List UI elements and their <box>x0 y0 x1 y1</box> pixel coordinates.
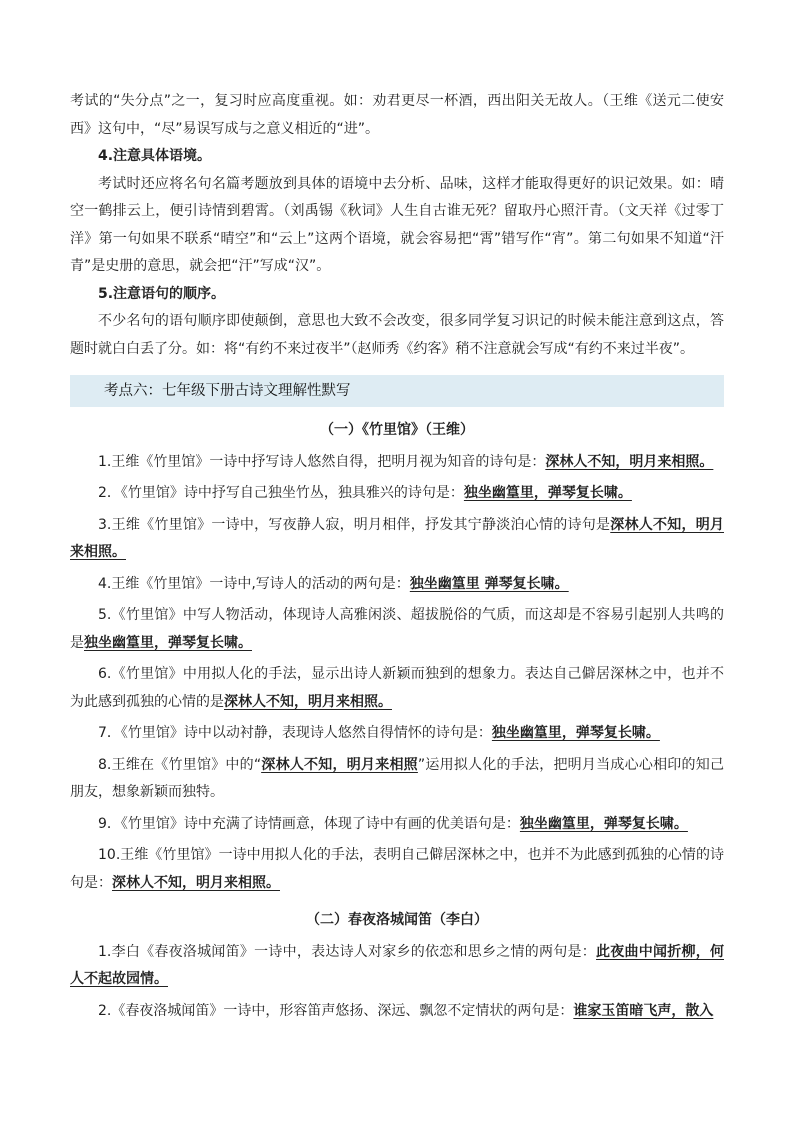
question-tail: ”运用拟人化的手法，把明月当成心心相印的知己朋友，想象新颖而独特。 <box>70 756 724 800</box>
paragraph: 考试时还应将名句名篇考题放到具体的语境中去分析、品味，这样才能取得更好的识记效果。如：晴空一鹤排云上，便引诗情到碧霄。（刘禹锡《秋词》人生自古谁无死？留取丹心照汗青。（文天祥《过零丁洋》第一句如果不联系“晴空”和“云上”这两个语境，就会容易把“霄”错写作“宵”。第二句如果不知道“汗青”是史册的意思，就会把“汗”写成“汉”。 <box>70 175 724 274</box>
poem-title: （二）春夜洛城闻笛（李白） <box>306 912 488 928</box>
question-item <box>70 998 724 1026</box>
answer-text: 独坐幽篁里，弹琴复长啸。 <box>519 815 688 832</box>
question-item <box>70 842 724 897</box>
section-heading: 4.注意具体语境。 <box>98 148 212 164</box>
answer-text: 独坐幽篁里，弹琴复长啸。 <box>463 485 632 501</box>
poem-title: （一）《竹里馆》（王维） <box>320 422 474 438</box>
question-text: 10.王维《竹里馆》一诗中用拟人化的手法，表明自己僻居深林之中，也并不为此感到孤独的心情的诗句是： <box>70 847 724 891</box>
question-item <box>70 720 724 748</box>
answer-text: 深林人不知，明月来相照 <box>261 756 418 773</box>
question-text: 2.《春夜洛城闻笛》一诗中，形容笛声悠扬、深远、飘忽不定情状的两句是： <box>98 1002 574 1019</box>
question-item <box>70 939 724 994</box>
answer-text: 独坐幽篁里，弹琴复长啸。 <box>84 634 252 651</box>
answer-text: 此夜曲中闻折柳，何人不起故园情。 <box>70 943 725 987</box>
answer-text: 深林人不知，明月来相照。 <box>70 516 724 560</box>
question-text: 5.《竹里馆》中写人物活动，体现诗人高雅闲淡、超拔脱俗的气质，而这却是不容易引起别人共鸣的是 <box>70 607 724 651</box>
question-list <box>70 449 724 898</box>
answer-text: 谁家玉笛暗飞声，散入 <box>573 1002 714 1019</box>
answer-text: 独坐幽篁里 弹琴复长啸。 <box>409 575 569 592</box>
answer-text: 深林人不知，明月来相照。 <box>545 453 714 470</box>
question-item <box>70 480 724 508</box>
question-text: 9．《竹里馆》诗中充满了诗情画意，体现了诗中有画的优美语句是： <box>98 815 520 832</box>
question-item <box>70 811 724 839</box>
question-text: 6.《竹里馆》中用拟人化的手法，显示出诗人新颖而独到的想象力。表达自己僻居深林之中，也并不为此感到孤独的心情的是 <box>70 666 724 710</box>
question-text: 1.李白《春夜洛城闻笛》一诗中，表达诗人对家乡的依恋和思乡之情的两句是： <box>98 943 597 960</box>
section-heading: 5.注意语句的顺序。 <box>98 285 226 302</box>
question-text: 2．《竹里馆》诗中抒写自己独坐竹丛，独具雅兴的诗句是： <box>98 485 464 501</box>
question-text: 7．《竹里馆》诗中以动衬静，表现诗人悠然自得情怀的诗句是： <box>98 725 492 741</box>
question-text: 8.王维在《竹里馆》中的“ <box>98 756 262 773</box>
question-item <box>70 602 724 657</box>
paragraph: 考试的“失分点”之一，复习时应高度重视。如：劝君更尽一杯酒，西出阳关无故人。（王维《送元二使安西》这句中，“尽”易误写成与之意义相近的“进”。 <box>70 93 724 137</box>
answer-text: 深林人不知，明月来相照。 <box>112 874 280 891</box>
paragraph: 不少名句的语句顺序即使颠倒，意思也大致不会改变，很多同学复习识记的时候未能注意到这点，答题时就白白丢了分。如：将“有约不来过夜半”（赵师秀《约客》稍不注意就会写成“有约不来过半夜”。 <box>70 313 724 357</box>
question-text: 1.王维《竹里馆》一诗中抒写诗人悠然自得，把明月视为知音的诗句是： <box>98 453 546 470</box>
question-item <box>70 571 724 599</box>
question-text: 3.王维《竹里馆》一诗中，写夜静人寂，明月相伴，抒发其宁静淡泊心情的诗句是 <box>98 516 611 533</box>
answer-text: 独坐幽篁里，弹琴复长啸。 <box>491 725 660 741</box>
question-item <box>70 449 724 477</box>
document-body <box>70 88 724 1029</box>
question-item <box>70 661 724 716</box>
question-list <box>70 939 724 1026</box>
question-item <box>70 512 724 567</box>
question-item <box>70 752 724 807</box>
question-text: 4.王维《竹里馆》一诗中,写诗人的活动的两句是： <box>98 575 410 592</box>
answer-text: 深林人不知，明月来相照。 <box>224 693 392 710</box>
topic-banner: 考点六：七年级下册古诗文理解性默写 <box>70 375 724 407</box>
